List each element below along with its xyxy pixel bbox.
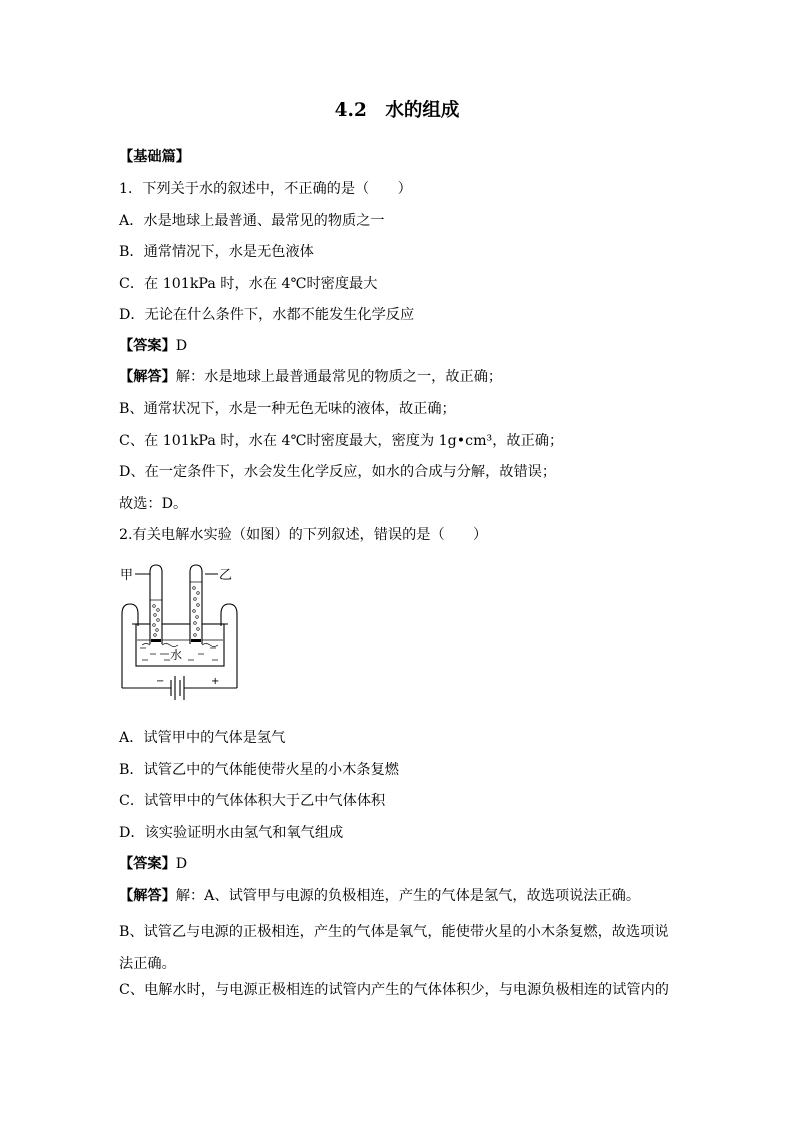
question-2-stem: 2.有关电解水实验（如图）的下列叙述，错误的是（ ）	[119, 527, 488, 543]
question-1-option-b: B．通常情况下，水是无色液体	[119, 244, 314, 260]
question-2-analysis-b: B、试管乙与电源的正极相连，产生的气体是氧气，能使带火星的小木条复燃，故选项说法正确。	[119, 924, 669, 972]
answer-tag: 【答案】	[119, 338, 176, 354]
label-yi: 乙	[219, 568, 233, 583]
question-1-analysis-line-2: B、通常状况下，水是一种无色无味的液体，故正确；	[119, 401, 456, 417]
label-minus: −	[156, 676, 165, 687]
question-1-option-a: A．水是地球上最普通、最常见的物质之一	[119, 213, 385, 229]
question-2-option-a: A．试管甲中的气体是氢气	[119, 730, 286, 746]
answer-tag: 【答案】	[119, 856, 176, 872]
question-1-analysis-line-5: 故选：D。	[119, 496, 188, 512]
question-1-answer	[119, 336, 675, 356]
page-title: 4.2 水的组成	[334, 100, 460, 121]
question-2-answer	[119, 854, 675, 874]
analysis-text: 解：水是地球上最普通最常见的物质之一，故正确；	[175, 369, 503, 385]
section-heading-text: 【基础篇】	[119, 149, 190, 165]
question-2-option-d: D．该实验证明水由氢气和氧气组成	[119, 825, 344, 841]
answer-value: D	[175, 338, 188, 354]
question-1-analysis-line-1	[119, 367, 675, 387]
test-tube-right	[190, 565, 202, 644]
wire-right	[221, 604, 237, 688]
question-1-option-c: C．在 101kPa 时，水在 4℃时密度最大	[119, 276, 378, 292]
analysis-text: 解：A、试管甲与电源的负极相连，产生的气体是氢气，故选项说法正确。	[175, 888, 641, 904]
electrode-left	[151, 639, 161, 642]
analysis-tag: 【解答】	[119, 369, 176, 385]
label-water: 水	[170, 648, 183, 662]
electrode-right	[191, 639, 201, 642]
answer-value: D	[175, 856, 188, 872]
question-1-analysis-line-4: D、在一定条件下，水会发生化学反应，如水的合成与分解，故错误；	[119, 464, 557, 480]
section-heading	[119, 147, 675, 167]
label-jia: 甲	[120, 568, 134, 583]
question-2-option-b: B．试管乙中的气体能使带火星的小木条复燃	[119, 762, 399, 778]
question-1-analysis-line-3: C、在 101kPa 时，水在 4℃时密度最大，密度为 1g•cm³，故正确；	[119, 433, 564, 449]
question-2-analysis-c: C、电解水时，与电源正极相连的试管内产生的气体体积少，与电源负极相连的试管内的	[119, 982, 669, 998]
question-1-stem: 1．下列关于水的叙述中，不正确的是（ ）	[119, 181, 412, 197]
label-plus: +	[211, 676, 220, 687]
analysis-tag: 【解答】	[119, 888, 176, 904]
question-1-option-d: D．无论在什么条件下，水都不能发生化学反应	[119, 307, 415, 323]
question-2-analysis-line-1	[119, 886, 675, 906]
electrolysis-diagram	[118, 562, 242, 700]
question-2-option-c: C．试管甲中的气体体积大于乙中气体体积	[119, 793, 386, 809]
test-tube-left	[150, 565, 162, 644]
